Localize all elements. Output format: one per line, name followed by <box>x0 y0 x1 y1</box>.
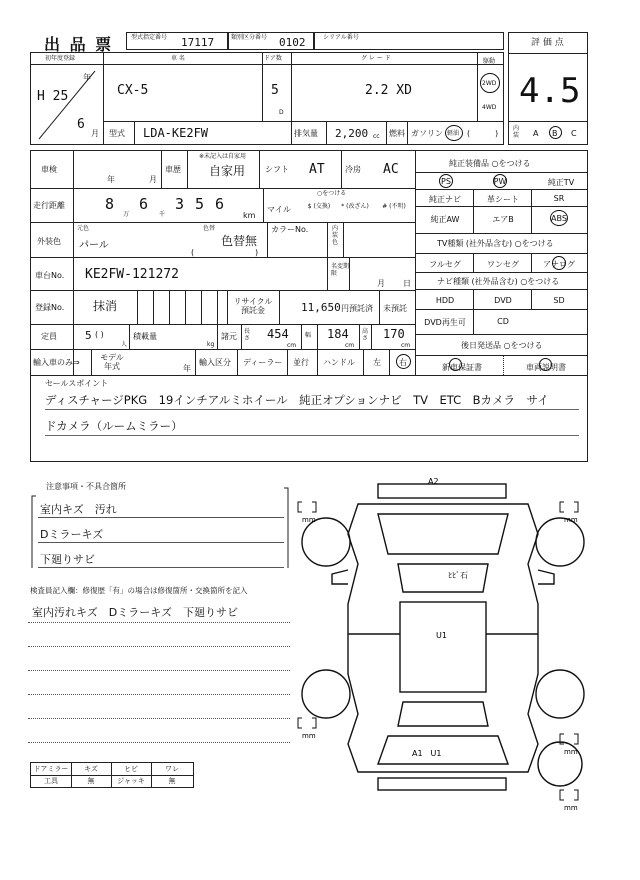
options-title: 純正装備品 ○をつける <box>449 159 531 168</box>
option-leather: 革シート <box>487 195 519 204</box>
type-no: 17117 <box>181 36 215 49</box>
height-label: 高さ <box>362 328 369 342</box>
category-no-box <box>228 32 314 50</box>
legend-tools-val: 無 <box>87 777 95 785</box>
model-value: LDA-KE2FW <box>143 126 209 140</box>
diagram-a1u1: A1 U1 <box>412 749 442 758</box>
type-no-label: 型式指定番号 <box>131 34 168 41</box>
mileage-circle-note: ○をつける <box>317 190 347 197</box>
recycle-unit: 円預託済 <box>341 304 373 313</box>
later-manual: 車両説明書 <box>526 363 566 372</box>
recycle-value: 11,650 <box>301 301 341 314</box>
import-only-label: 輸入車のみ⇒ <box>33 358 80 367</box>
option-aw: 純正AW <box>430 215 460 224</box>
drive-4wd: 4WD <box>482 104 497 111</box>
option-abs: ABS <box>551 214 567 223</box>
grade-value: 2.2 XD <box>365 83 412 98</box>
fuel-light: 軽油 <box>447 130 460 137</box>
fuel-gas: ガソリン <box>411 129 443 138</box>
history-note: ※未記入は自家用 <box>199 153 247 160</box>
color-label: 色替 <box>203 225 216 232</box>
document-title: 出 品 票 <box>44 35 114 54</box>
serial-box <box>314 32 504 50</box>
tv-one: ワンセグ <box>487 260 519 269</box>
recycle-label: リサイクル預託金 <box>233 297 273 315</box>
capacity-value: 5 <box>85 329 92 342</box>
mileage-label: 走行距離 <box>33 201 65 210</box>
dims-label: 諸元 <box>221 332 237 341</box>
mileage-d2: 6 <box>139 195 149 213</box>
length-value: 454 <box>267 327 289 341</box>
score-label: 評 価 点 <box>531 38 564 48</box>
mileage-exchange: $ (交換) <box>307 203 331 210</box>
tv-analog: アナログ <box>543 260 575 269</box>
option-ps: PS <box>441 177 451 186</box>
name-change-month: 月 <box>377 279 385 288</box>
diagram-u1: U1 <box>436 631 447 640</box>
displacement-value: 2,200 <box>335 127 369 140</box>
length-unit: cm <box>287 342 297 349</box>
doors-label: ドア数 <box>264 55 282 62</box>
import-class-label: 輸入区分 <box>199 358 231 367</box>
chassis-label: 車台No. <box>35 271 65 280</box>
capacity-label: 定員 <box>41 332 57 341</box>
option-cd: CD <box>497 317 509 326</box>
drive-2wd: 2WD <box>482 80 497 87</box>
load-label: 積載量 <box>133 332 157 341</box>
interior-b: B <box>552 129 558 138</box>
mile-label: マイル <box>267 205 291 214</box>
mileage-d1: 8 <box>105 195 115 213</box>
interior-label: 内装 <box>513 125 520 139</box>
diagram-a2: A2 <box>428 477 439 486</box>
details-table <box>30 150 588 462</box>
fuel-paren-close: ) <box>495 129 499 138</box>
length-label: 長さ <box>244 328 251 342</box>
history-value: 自家用 <box>209 164 246 178</box>
option-pw: PW <box>493 177 507 186</box>
color-paren-open: ( <box>191 248 195 257</box>
legend-mirror: ドアミラー <box>33 765 69 773</box>
score-box <box>508 32 588 145</box>
history-label: 車歴 <box>165 165 181 174</box>
mileage-d4: 5 <box>195 195 205 213</box>
legend-tools: 工具 <box>44 777 58 785</box>
mileage-sen: 千 <box>159 211 166 218</box>
first-reg-month: 6 <box>77 117 85 132</box>
fuel-label: 燃料 <box>389 129 405 138</box>
mileage-km: km <box>243 211 256 220</box>
ext-color-label: 外装色 <box>37 237 61 246</box>
inspection-month: 月 <box>149 175 157 184</box>
door-suffix: D <box>279 109 284 116</box>
fuel-paren-open: ( <box>467 129 471 138</box>
inspector-label: 検査員記入欄：修復歴「有」の場合は修復箇所・交換箇所を記入 <box>30 586 248 595</box>
score-value: 4.5 <box>519 71 581 111</box>
ac-value: AC <box>383 162 399 177</box>
first-reg-label: 初年度登録 <box>45 55 76 62</box>
model-year-label: モデル年式 <box>100 353 124 371</box>
sales-line-1: ディスチャージPKG 19インチアルミホイール 純正オプションナビ TV ETC Bカメラ サイ <box>45 393 549 407</box>
reg-label: 登録No. <box>35 303 65 312</box>
handle-label: ハンドル <box>323 358 355 367</box>
serial-label: シリアル番号 <box>323 34 359 41</box>
capacity-paren: ( ) <box>95 330 104 339</box>
chassis-value: KE2FW-121272 <box>85 267 179 282</box>
height-unit: cm <box>401 342 411 349</box>
handle-right: 右 <box>399 358 407 367</box>
notes-line-3: 下廻りサビ <box>40 553 95 566</box>
tv-full: フルセグ <box>429 260 461 269</box>
mm-rear-left: mm <box>302 732 316 740</box>
category-no: 0102 <box>279 36 306 49</box>
legend-crack: ヒビ <box>124 765 138 773</box>
mileage-unknown: # (不明) <box>382 203 406 210</box>
tv-title: TV種類 (社外品含む) ○をつける <box>437 239 554 248</box>
mm-front-right: mm <box>564 516 578 524</box>
color-paren-close: ) <box>255 248 259 257</box>
legend-break: ワレ <box>165 765 179 773</box>
grade-label: グ レ ー ド <box>361 55 391 62</box>
navi-dvd: DVD <box>494 296 512 305</box>
width-label: 幅 <box>305 332 312 339</box>
mileage-altered: * (改ざん) <box>341 203 369 210</box>
later-cert: 新車保証書 <box>442 363 482 372</box>
mileage-d3: 3 <box>175 195 185 213</box>
model-label: 型式 <box>109 129 125 138</box>
option-tv: 純正TV <box>547 178 575 187</box>
inspection-year: 年 <box>107 175 115 184</box>
capacity-unit: 人 <box>121 341 128 348</box>
reg-value: 抹消 <box>93 299 118 313</box>
height-value: 170 <box>383 327 405 341</box>
vehicle-table <box>30 52 504 145</box>
option-sr: SR <box>553 194 565 203</box>
navi-title: ナビ種類 (社外品含む) ○をつける <box>437 277 560 286</box>
diagram-hibi: ﾋﾋﾞ石 <box>448 571 468 580</box>
interior-c: C <box>571 129 577 138</box>
option-airbag: エアB <box>492 215 514 224</box>
color-no-label: カラーNo. <box>271 225 309 234</box>
mm-front-left: mm <box>302 516 316 524</box>
mileage-man: 万 <box>123 211 130 218</box>
notes-label: 注意事項・不具合箇所 <box>46 482 126 491</box>
handle-left: 左 <box>373 358 381 367</box>
orig-color-value: パール <box>79 240 109 251</box>
year-unit: 年 <box>83 73 91 82</box>
mm-spare: mm <box>564 804 578 812</box>
inspector-line: 室内汚れキズ Dミラーキズ 下廻りサビ <box>32 606 239 619</box>
navi-sd: SD <box>553 296 565 305</box>
legend-table <box>30 762 194 788</box>
ac-label: 冷房 <box>345 165 361 174</box>
shift-label: シフト <box>265 165 289 174</box>
mm-rear-right: mm <box>564 748 578 756</box>
sales-line-2: ドカメラ（ルームミラー） <box>45 419 183 433</box>
import-parallel: 並行 <box>293 358 309 367</box>
legend-jack: ジャッキ <box>117 777 145 785</box>
notes-line-2: Dミラーキズ <box>40 528 104 541</box>
recycle-none: 未預託 <box>383 304 407 313</box>
int-color-label: 内装色 <box>332 225 339 246</box>
name-change-label: 名変期限 <box>331 263 350 277</box>
doors-value: 5 <box>271 83 279 98</box>
car-damage-diagram <box>288 474 598 814</box>
import-dealer: ディーラー <box>243 358 283 367</box>
later-title: 後日発送品 ○をつける <box>461 341 543 350</box>
drive-label: 駆動 <box>483 58 496 65</box>
displacement-unit: cc <box>373 133 380 140</box>
model-year-unit: 年 <box>183 364 191 373</box>
notes-line-1: 室内キズ 汚れ <box>40 503 117 516</box>
type-no-box <box>126 32 228 50</box>
first-reg-era: H 25 <box>37 89 69 104</box>
vehicle-name: CX-5 <box>117 83 149 98</box>
dvd-play-label: DVD再生可 <box>424 318 466 327</box>
width-value: 184 <box>327 327 349 341</box>
orig-color-label: 元色 <box>77 225 90 232</box>
name-change-day: 日 <box>403 279 411 288</box>
mileage-d5: 6 <box>215 195 225 213</box>
month-unit: 月 <box>91 129 99 138</box>
legend-scratch: キズ <box>84 765 98 773</box>
option-navi: 純正ナビ <box>429 195 461 204</box>
interior-a: A <box>533 129 539 138</box>
sales-label: セールスポイント <box>45 379 109 388</box>
navi-hdd: HDD <box>435 296 455 305</box>
legend-jack-val: 無 <box>168 777 176 785</box>
displacement-label: 排気量 <box>294 129 318 138</box>
category-no-label: 類別区分番号 <box>231 34 268 41</box>
shift-value: AT <box>309 162 325 177</box>
inspection-label: 車検 <box>41 165 57 174</box>
name-label: 車 名 <box>171 55 185 62</box>
load-unit: kg <box>207 341 215 348</box>
width-unit: cm <box>345 342 355 349</box>
color-value: 色替無 <box>221 234 258 248</box>
